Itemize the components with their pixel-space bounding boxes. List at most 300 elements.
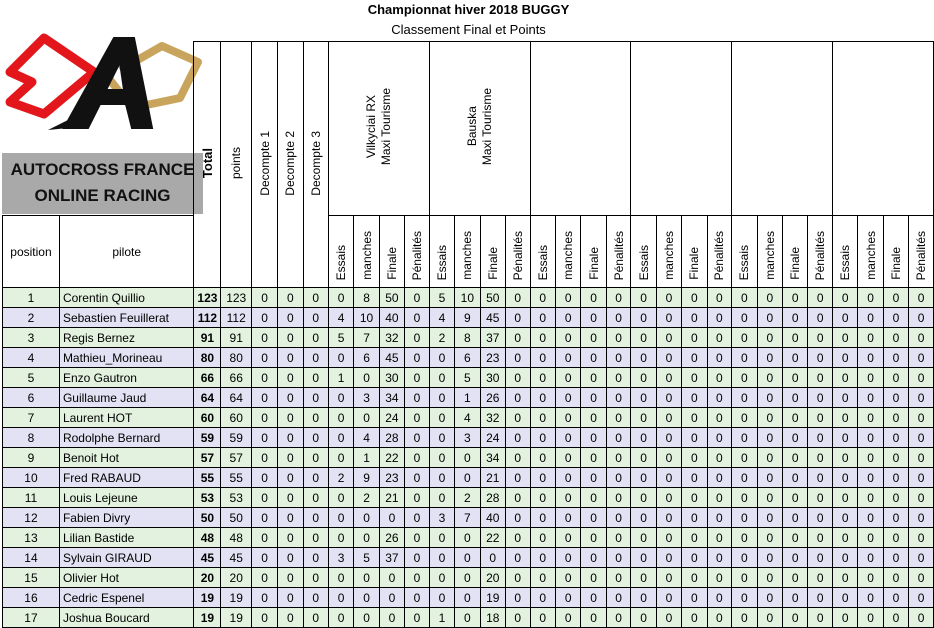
pilote-cell-label: Cedric Espenel xyxy=(62,590,145,605)
decompte-cell-1 xyxy=(252,388,278,408)
decompte-header-2-label: Decompte 2 xyxy=(283,130,298,196)
event-6-cell-label: 0 xyxy=(917,590,925,605)
table-row xyxy=(3,348,934,368)
event-3-cell xyxy=(606,288,631,308)
event-3-cell-label: 0 xyxy=(539,350,547,365)
event-3-cell-label: 0 xyxy=(539,570,547,585)
event-class: Maxi Tourisme xyxy=(378,88,393,166)
event-6-cell xyxy=(909,308,934,328)
event-1-cell-label: 37 xyxy=(385,550,399,565)
sub-header-5-essais-label: Essais xyxy=(737,244,752,280)
event-2-cell-label: 0 xyxy=(464,450,471,465)
event-6-cell xyxy=(909,368,934,388)
event-4-cell-label: 0 xyxy=(665,470,673,485)
event-1-cell-label: 0 xyxy=(363,370,370,385)
event-1-cell-label: 28 xyxy=(385,430,399,445)
event-1-cell-label: 0 xyxy=(413,550,421,565)
pilote-cell xyxy=(59,428,194,448)
event-1-cell-label: 22 xyxy=(385,450,399,465)
event-5-cell-label: 0 xyxy=(816,490,824,505)
event-3-cell xyxy=(555,528,580,548)
event-1-cell-label: 2 xyxy=(337,470,345,485)
event-3-cell xyxy=(606,588,631,608)
event-6-cell-label: 0 xyxy=(841,590,849,605)
event-2-cell-label: 6 xyxy=(464,350,471,365)
table-row xyxy=(3,428,934,448)
sub-header-2-essais xyxy=(429,216,454,288)
event-1-cell xyxy=(405,328,430,348)
event-4-cell xyxy=(656,488,681,508)
event-2-cell xyxy=(505,448,530,468)
event-3-cell-label: 0 xyxy=(615,530,622,545)
total-cell xyxy=(194,408,221,428)
event-3-cell xyxy=(555,448,580,468)
position-cell xyxy=(3,508,60,528)
event-5-cell xyxy=(782,348,807,368)
total-cell xyxy=(194,568,221,588)
event-1-cell-label: 5 xyxy=(363,550,370,565)
decompte-cell-3-label: 0 xyxy=(312,570,320,585)
event-4-cell-label: 0 xyxy=(716,530,723,545)
event-5-cell-label: 0 xyxy=(766,310,774,325)
event-3-cell xyxy=(581,508,606,528)
decompte-cell-1 xyxy=(252,548,278,568)
pilote-cell-label: Enzo Gautron xyxy=(62,370,137,385)
event-1-cell xyxy=(328,588,353,608)
event-4-cell-label: 0 xyxy=(691,330,698,345)
total-cell-label: 48 xyxy=(200,530,215,545)
event-1-cell xyxy=(379,548,404,568)
event-4-cell-label: 0 xyxy=(716,470,723,485)
event-4-cell-label: 0 xyxy=(665,330,673,345)
event-1-cell-label: 0 xyxy=(413,410,421,425)
pilote-header xyxy=(59,216,194,288)
event-4-cell-label: 0 xyxy=(691,370,698,385)
points-cell xyxy=(221,328,252,348)
event-3-cell xyxy=(581,288,606,308)
event-1-cell-label: 1 xyxy=(363,450,370,465)
event-5-cell xyxy=(808,348,833,368)
event-5-cell xyxy=(808,588,833,608)
event-4-cell xyxy=(631,468,656,488)
event-4-cell-label: 0 xyxy=(665,490,673,505)
event-1-cell xyxy=(405,508,430,528)
decompte-cell-1-label: 0 xyxy=(261,510,268,525)
table-row xyxy=(3,328,934,348)
position-cell-label: 11 xyxy=(24,490,38,505)
event-3-cell-label: 0 xyxy=(590,470,597,485)
sub-header-3-finale-label: Finale xyxy=(586,247,601,280)
event-4-cell xyxy=(656,508,681,528)
event-4-cell xyxy=(707,548,732,568)
event-5-cell xyxy=(808,448,833,468)
event-5-cell xyxy=(782,468,807,488)
decompte-cell-3 xyxy=(303,348,328,368)
event-5-cell-label: 0 xyxy=(791,450,799,465)
event-6-cell xyxy=(883,348,908,368)
event-4-cell-label: 0 xyxy=(665,410,673,425)
table-row xyxy=(3,288,934,308)
event-1-cell-label: 0 xyxy=(413,350,421,365)
event-2-cell xyxy=(480,308,505,328)
event-5-cell xyxy=(808,508,833,528)
event-2-cell xyxy=(455,368,480,388)
event-5-cell xyxy=(732,448,757,468)
event-3-cell-label: 0 xyxy=(615,610,622,625)
position-cell xyxy=(3,368,60,388)
event-4-cell-label: 0 xyxy=(665,590,673,605)
event-1-cell-label: 0 xyxy=(337,490,345,505)
position-cell-label: 6 xyxy=(27,390,35,405)
event-3-cell-label: 0 xyxy=(590,350,597,365)
decompte-cell-3 xyxy=(303,488,328,508)
decompte-cell-1-label: 0 xyxy=(261,610,268,625)
event-3-cell-label: 0 xyxy=(590,550,597,565)
decompte-cell-1-label: 0 xyxy=(261,590,268,605)
event-1-cell-label: 3 xyxy=(363,390,370,405)
event-2-cell-label: 2 xyxy=(438,330,446,345)
total-cell xyxy=(194,548,221,568)
decompte-cell-1 xyxy=(252,308,278,328)
event-6-cell-label: 0 xyxy=(892,470,900,485)
event-6-cell xyxy=(833,468,858,488)
sub-header-1-essais xyxy=(328,216,353,288)
decompte-cell-2 xyxy=(278,308,303,328)
event-2-cell-label: 0 xyxy=(464,530,471,545)
points-header xyxy=(221,42,252,288)
event-4-cell-label: 0 xyxy=(691,350,698,365)
event-5-cell xyxy=(732,348,757,368)
event-1-cell-label: 6 xyxy=(363,350,370,365)
decompte-header-1-label: Decompte 1 xyxy=(257,130,272,196)
event-1-cell xyxy=(354,288,379,308)
event-3-cell xyxy=(606,508,631,528)
event-2-cell xyxy=(455,528,480,548)
event-5-cell-label: 0 xyxy=(766,610,774,625)
event-4-cell xyxy=(682,308,707,328)
event-5-cell xyxy=(757,288,782,308)
event-5-cell-label: 0 xyxy=(816,550,824,565)
event-3-cell xyxy=(555,508,580,528)
event-1-cell xyxy=(405,468,430,488)
pilote-cell-label: Joshua Boucard xyxy=(62,610,150,625)
pilote-cell-label: Fred RABAUD xyxy=(62,470,141,485)
decompte-cell-2 xyxy=(278,568,303,588)
event-2-cell-label: 0 xyxy=(514,290,522,305)
event-3-cell xyxy=(555,488,580,508)
event-5-cell xyxy=(782,368,807,388)
event-3-cell xyxy=(530,428,555,448)
event-2-cell-label: 18 xyxy=(486,610,500,625)
event-4-cell-label: 0 xyxy=(691,530,698,545)
event-1-cell xyxy=(379,508,404,528)
event-3-cell xyxy=(555,428,580,448)
total-cell-label: 57 xyxy=(200,450,215,465)
event-3-cell xyxy=(530,508,555,528)
event-4-cell xyxy=(707,288,732,308)
event-2-cell-label: 23 xyxy=(486,350,500,365)
event-2-cell-label: 0 xyxy=(514,550,522,565)
position-cell xyxy=(3,468,60,488)
event-3-cell-label: 0 xyxy=(590,450,597,465)
event-6-cell-label: 0 xyxy=(892,290,900,305)
event-6-cell-label: 0 xyxy=(867,610,874,625)
event-6-cell xyxy=(833,528,858,548)
points-cell-label: 19 xyxy=(229,590,243,605)
event-6-cell-label: 0 xyxy=(892,370,900,385)
event-5-cell-label: 0 xyxy=(741,430,748,445)
decompte-cell-3-label: 0 xyxy=(312,390,320,405)
event-4-cell xyxy=(656,348,681,368)
event-3-cell xyxy=(606,408,631,428)
event-3-cell xyxy=(530,368,555,388)
event-5-cell xyxy=(757,348,782,368)
event-2-cell xyxy=(505,548,530,568)
event-6-cell-label: 0 xyxy=(867,450,874,465)
event-5-cell-label: 0 xyxy=(766,290,774,305)
decompte-cell-3-label: 0 xyxy=(312,550,320,565)
event-1-cell xyxy=(379,308,404,328)
points-cell xyxy=(221,288,252,308)
decompte-cell-2-label: 0 xyxy=(287,530,294,545)
event-2-cell-label: 0 xyxy=(514,390,522,405)
event-2-cell xyxy=(480,288,505,308)
event-3-cell-label: 0 xyxy=(564,550,572,565)
sub-header-3-manches xyxy=(555,216,580,288)
event-1-cell-label: 0 xyxy=(363,530,370,545)
event-6-cell-label: 0 xyxy=(841,330,849,345)
pilote-cell xyxy=(59,308,194,328)
event-6-cell-label: 0 xyxy=(892,550,900,565)
decompte-cell-3-label: 0 xyxy=(312,450,320,465)
event-6-cell-label: 0 xyxy=(841,390,849,405)
event-5-cell-label: 0 xyxy=(766,370,774,385)
decompte-cell-2-label: 0 xyxy=(287,610,294,625)
points-cell-label: 19 xyxy=(229,610,243,625)
event-1-cell-label: 0 xyxy=(413,610,421,625)
event-1-cell-label: 45 xyxy=(385,350,399,365)
event-5-cell-label: 0 xyxy=(791,490,799,505)
event-5-cell xyxy=(732,328,757,348)
points-cell xyxy=(221,588,252,608)
event-4-cell xyxy=(707,308,732,328)
decompte-cell-2 xyxy=(278,328,303,348)
event-4-cell-label: 0 xyxy=(716,370,723,385)
event-6-cell xyxy=(858,568,883,588)
event-3-cell-label: 0 xyxy=(590,370,597,385)
event-6-cell-label: 0 xyxy=(917,610,925,625)
event-1-cell xyxy=(405,368,430,388)
total-cell-label: 64 xyxy=(200,390,215,405)
event-3-cell xyxy=(581,368,606,388)
event-2-cell xyxy=(480,568,505,588)
event-6-cell xyxy=(883,508,908,528)
event-6-cell xyxy=(833,588,858,608)
event-2-cell xyxy=(455,328,480,348)
event-2-cell xyxy=(505,428,530,448)
sub-header-3-finale xyxy=(581,216,606,288)
event-5-cell-label: 0 xyxy=(791,610,799,625)
event-6-cell-label: 0 xyxy=(917,450,925,465)
event-4-cell-label: 0 xyxy=(640,430,647,445)
event-5-cell-label: 0 xyxy=(791,590,799,605)
event-4-cell xyxy=(682,508,707,528)
event-3-cell-label: 0 xyxy=(615,310,622,325)
event-5-cell xyxy=(808,368,833,388)
event-5-cell-label: 0 xyxy=(816,590,824,605)
event-6-cell xyxy=(858,348,883,368)
event-3-cell xyxy=(555,548,580,568)
event-5-cell xyxy=(782,428,807,448)
event-6-cell-label: 0 xyxy=(867,510,874,525)
event-2-cell xyxy=(480,368,505,388)
points-cell-label: 53 xyxy=(229,490,243,505)
event-4-cell-label: 0 xyxy=(716,570,723,585)
event-1-cell-label: 0 xyxy=(363,410,370,425)
pilote-cell-label: Sylvain GIRAUD xyxy=(62,550,152,565)
event-2-cell xyxy=(505,308,530,328)
event-5-cell-label: 0 xyxy=(816,610,824,625)
event-2-cell-label: 0 xyxy=(514,310,522,325)
pilote-cell xyxy=(59,588,194,608)
event-3-cell xyxy=(530,528,555,548)
event-2-cell xyxy=(429,508,454,528)
event-4-cell xyxy=(656,308,681,328)
event-4-cell-label: 0 xyxy=(640,290,647,305)
event-3-cell-label: 0 xyxy=(539,590,547,605)
event-5-cell-label: 0 xyxy=(766,450,774,465)
decompte-cell-1-label: 0 xyxy=(261,410,268,425)
event-2-cell xyxy=(505,408,530,428)
position-cell-label: 5 xyxy=(27,370,35,385)
event-1-cell xyxy=(379,428,404,448)
event-5-cell-label: 0 xyxy=(741,570,748,585)
event-4-cell xyxy=(707,588,732,608)
event-3-cell-label: 0 xyxy=(564,590,572,605)
event-4-cell xyxy=(707,508,732,528)
event-1-cell xyxy=(354,368,379,388)
event-6-cell-label: 0 xyxy=(867,570,874,585)
event-2-cell xyxy=(429,368,454,388)
decompte-cell-2-label: 0 xyxy=(287,470,294,485)
pilote-cell xyxy=(59,508,194,528)
event-5-cell-label: 0 xyxy=(791,550,799,565)
event-1-cell-label: 30 xyxy=(385,370,399,385)
sub-header-1-manches-label: manches xyxy=(359,231,374,280)
points-cell xyxy=(221,568,252,588)
position-cell-label: 10 xyxy=(24,470,38,485)
event-2-cell-label: 3 xyxy=(438,510,446,525)
event-1-cell-label: 0 xyxy=(337,530,345,545)
event-1-cell-label: 0 xyxy=(413,390,421,405)
event-5-cell xyxy=(732,288,757,308)
event-4-cell xyxy=(707,528,732,548)
event-1-cell-label: 0 xyxy=(388,610,396,625)
event-1-cell-label: 24 xyxy=(385,410,399,425)
event-2-cell xyxy=(429,568,454,588)
event-4-cell-label: 0 xyxy=(716,430,723,445)
event-3-cell-label: 0 xyxy=(615,510,622,525)
position-header xyxy=(3,216,60,288)
position-cell-label: 3 xyxy=(27,330,35,345)
table-row xyxy=(3,308,934,328)
event-4-cell-label: 0 xyxy=(665,290,673,305)
event-4-cell xyxy=(682,468,707,488)
pilote-cell-label: Regis Bernez xyxy=(62,330,135,345)
points-cell-label: 50 xyxy=(229,510,243,525)
event-2-cell xyxy=(455,448,480,468)
event-5-cell-label: 0 xyxy=(816,370,824,385)
position-header-label: position xyxy=(10,244,52,259)
event-1-cell xyxy=(328,308,353,328)
sub-header-2-finale-label: Finale xyxy=(485,247,500,280)
event-3-cell xyxy=(581,348,606,368)
event-6-cell-label: 0 xyxy=(867,330,874,345)
event-6-cell xyxy=(909,568,934,588)
event-6-cell xyxy=(833,448,858,468)
event-3-cell-label: 0 xyxy=(539,430,547,445)
event-2-cell xyxy=(429,528,454,548)
event-4-cell-label: 0 xyxy=(716,490,723,505)
pilote-cell xyxy=(59,528,194,548)
event-3-cell-label: 0 xyxy=(615,410,622,425)
event-3-cell-label: 0 xyxy=(539,370,547,385)
event-2-cell-label: 32 xyxy=(486,410,500,425)
event-5-cell xyxy=(732,528,757,548)
event-5-cell-label: 0 xyxy=(741,390,748,405)
sub-header-5-finale xyxy=(782,216,807,288)
total-cell-label: 123 xyxy=(197,290,218,305)
event-6-cell-label: 0 xyxy=(867,390,874,405)
event-1-cell-label: 0 xyxy=(413,310,421,325)
decompte-cell-3 xyxy=(303,568,328,588)
event-5-cell xyxy=(808,528,833,548)
event-1-cell xyxy=(379,408,404,428)
event-6-cell xyxy=(833,328,858,348)
event-5-cell-label: 0 xyxy=(791,410,799,425)
event-3-cell-label: 0 xyxy=(615,330,622,345)
decompte-cell-2-label: 0 xyxy=(287,410,294,425)
event-6-cell-label: 0 xyxy=(917,570,925,585)
event-1-cell xyxy=(405,568,430,588)
event-1-cell-label: 0 xyxy=(413,370,421,385)
event-6-cell-label: 0 xyxy=(867,550,874,565)
event-4-cell xyxy=(707,328,732,348)
event-3-cell xyxy=(555,568,580,588)
event-1-cell xyxy=(354,408,379,428)
event-3-cell-label: 0 xyxy=(590,590,597,605)
event-1-cell xyxy=(379,468,404,488)
event-6-cell-label: 0 xyxy=(917,510,925,525)
event-4-cell xyxy=(631,328,656,348)
total-cell xyxy=(194,468,221,488)
event-5-cell-label: 0 xyxy=(791,330,799,345)
event-3-cell xyxy=(581,308,606,328)
event-5-cell-label: 0 xyxy=(766,390,774,405)
event-5-cell-label: 0 xyxy=(791,570,799,585)
event-1-cell-label: 0 xyxy=(337,430,345,445)
event-header-2 xyxy=(429,42,530,216)
event-6-cell-label: 0 xyxy=(892,590,900,605)
sub-header-5-pénalités xyxy=(808,216,833,288)
event-5-cell-label: 0 xyxy=(791,310,799,325)
event-2-cell xyxy=(505,568,530,588)
position-cell-label: 15 xyxy=(24,570,38,585)
event-1-cell xyxy=(379,488,404,508)
sub-header-1-essais-label: Essais xyxy=(334,244,349,280)
position-cell-label: 16 xyxy=(24,590,38,605)
event-5-cell xyxy=(757,568,782,588)
